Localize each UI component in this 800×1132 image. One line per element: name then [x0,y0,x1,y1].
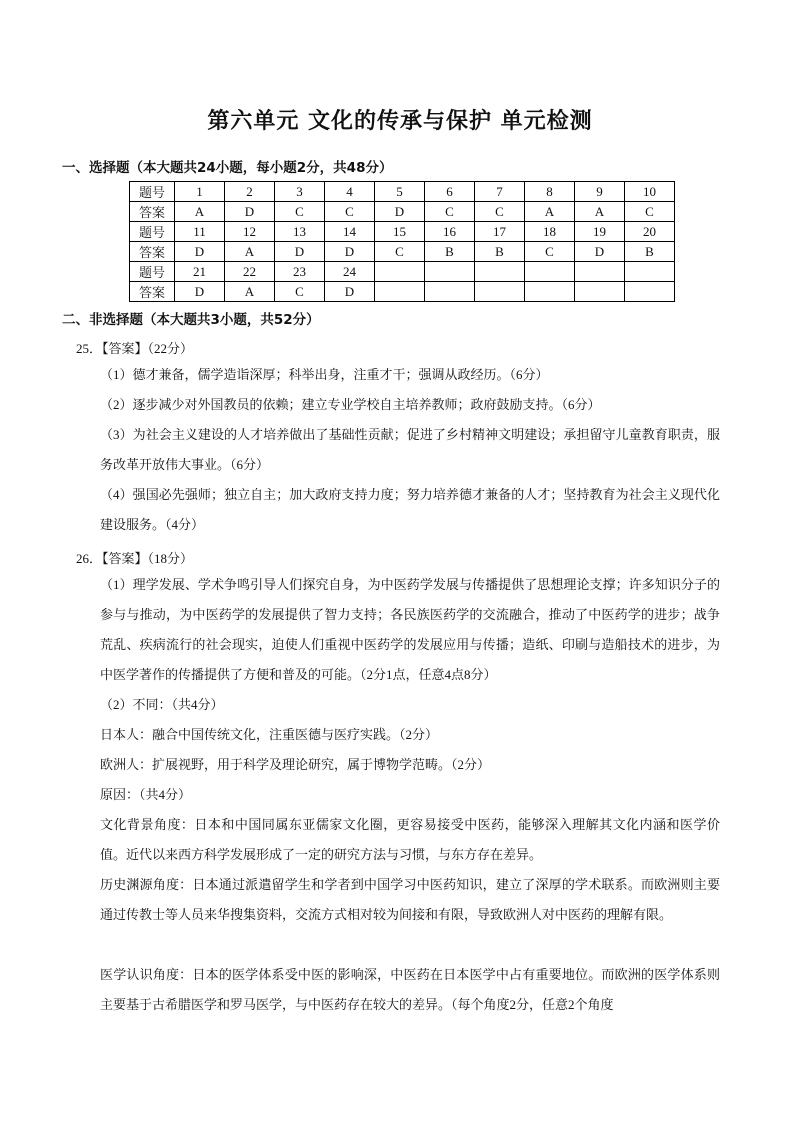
answer-table-cell: 12 [225,222,275,242]
section-nonchoice-heading: 二、非选择题（本大题共3小题，共52分） [62,312,320,328]
q25-heading: 25．【答案】（22分） [76,341,194,356]
answer-table [129,181,675,302]
answer-table-cell: B [425,242,475,262]
q26-japan: 日本人：融合中国传统文化，注重医德与医疗实践。（2分） [100,727,439,742]
answer-table-cell: 10 [625,182,675,202]
section-choice-heading: 一、选择题（本大题共24小题，每小题2分，共48分） [62,160,393,176]
answer-table-cell: 5 [375,182,425,202]
answer-table-cell: B [625,242,675,262]
answer-table-cell: 2 [225,182,275,202]
answer-table-cell [625,262,675,282]
answer-table-row [130,282,675,302]
q26-history-angle: 历史渊源角度：日本通过派遣留学生和学者到中国学习中医药知识，建立了深厚的学术联系。而欧洲则主要通过传教士等人员来华搜集资料，交流方式相对较为间接和有限，导致欧洲人对中医药的理解有限。 [100,877,720,922]
q26-medical-angle: 医学认识角度：日本的医学体系受中医的影响深，中医药在日本医学中占有重要地位。而欧洲的医学体系则主要基于古希腊医学和罗马医学，与中医药存在较大的差异。（每个角度2分，任意2个角度 [100,967,720,1012]
answer-table-cell: 14 [325,222,375,242]
answer-table-cell: 15 [375,222,425,242]
answer-table-cell: 8 [525,182,575,202]
answer-table-cell: 3 [275,182,325,202]
answer-table-cell: A [575,202,625,222]
answer-table-row [130,182,675,202]
answer-table-cell [375,262,425,282]
answer-table-cell: C [275,202,325,222]
answer-table-cell: A [525,202,575,222]
answer-table-row [130,242,675,262]
answer-table-cell [575,262,625,282]
answer-table-cell: D [325,242,375,262]
q26-reason-heading: 原因：（共4分） [100,787,192,802]
answer-table-row [130,222,675,242]
answer-table-cell: C [375,242,425,262]
page-title: 第六单元 文化的传承与保护 单元检测 [207,109,593,134]
q26-europe: 欧洲人：扩展视野，用于科学及理论研究，属于博物学范畴。（2分） [100,757,491,772]
answer-table-cell: A [225,242,275,262]
answer-table-cell: D [375,202,425,222]
q25-part3: （3）为社会主义建设的人才培养做出了基础性贡献；促进了乡村精神文明建设；承担留守儿童教育职责，服务改革开放伟大事业。（6分） [100,427,720,472]
q25-part1: （1）德才兼备，儒学造诣深厚；科举出身，注重才干；强调从政经历。（6分） [100,367,549,382]
q26-part1: （1）理学发展、学术争鸣引导人们探究自身，为中医药学发展与传播提供了思想理论支撑；许多知识分子的参与与推动，为中医药学的发展提供了智力支持；各民族医药学的交流融合，推动了中医药学的进步；战争荒乱、疾病流行的社会现实，迫使人们重视中医药学的发展应用与传播；造纸、印刷与造船技术的进步，为中医学著作的传播提供了方便和普及的可能。（2分1点，任意4点8分） [100,577,720,682]
answer-table-cell: C [625,202,675,222]
answer-table-cell: 22 [225,262,275,282]
answer-table-cell: 16 [425,222,475,242]
answer-table-cell: C [275,282,325,302]
answer-table-cell: 19 [575,222,625,242]
answer-table-cell: 20 [625,222,675,242]
q26-heading: 26．【答案】（18分） [76,551,194,566]
answer-table-row-label: 题号 [130,182,175,202]
answer-table-cell [475,282,525,302]
q26-part2: （2）不同：（共4分） [100,697,224,712]
answer-table-cell: 13 [275,222,325,242]
answer-table-cell: D [575,242,625,262]
answer-table-row-label: 题号 [130,262,175,282]
answer-table-cell [425,262,475,282]
answer-table-cell: 11 [175,222,225,242]
answer-table-cell: D [275,242,325,262]
answer-table-cell [525,262,575,282]
answer-table-row-label: 答案 [130,242,175,262]
answer-table-cell: C [475,202,525,222]
answer-table-row-label: 答案 [130,282,175,302]
answer-table-cell: C [425,202,475,222]
answer-table-cell: B [475,242,525,262]
answer-table-row-label: 题号 [130,222,175,242]
answer-table-cell: C [325,202,375,222]
answer-table-cell: 1 [175,182,225,202]
answer-table-cell: 7 [475,182,525,202]
answer-table-cell: D [175,242,225,262]
answer-table-cell: 4 [325,182,375,202]
answer-table-cell [475,262,525,282]
answer-table-cell: 21 [175,262,225,282]
answer-table-cell: 23 [275,262,325,282]
q25-part2: （2）逐步减少对外国教员的依赖；建立专业学校自主培养教师；政府鼓励支持。（6分） [100,397,601,412]
answer-table-cell [525,282,575,302]
answer-table-cell: 6 [425,182,475,202]
answer-table-row-label: 答案 [130,202,175,222]
answer-table-cell: 24 [325,262,375,282]
answer-table-cell [375,282,425,302]
answer-table-cell: 9 [575,182,625,202]
answer-table-cell [425,282,475,302]
answer-table-row [130,262,675,282]
answer-table-row [130,202,675,222]
q25-part4: （4）强国必先强师；独立自主；加大政府支持力度；努力培养德才兼备的人才；坚持教育为社会主义现代化建设服务。（4分） [100,487,720,532]
answer-table-cell [575,282,625,302]
q26-culture-angle: 文化背景角度：日本和中国同属东亚儒家文化圈，更容易接受中医药，能够深入理解其文化内涵和医学价值。近代以来西方科学发展形成了一定的研究方法与习惯，与东方存在差异。 [100,817,720,862]
answer-table-cell: D [225,202,275,222]
answer-table-cell: D [175,282,225,302]
answer-table-cell: A [175,202,225,222]
answer-table-cell: 18 [525,222,575,242]
answer-table-cell: C [525,242,575,262]
answer-table-cell: D [325,282,375,302]
answer-table-cell: 17 [475,222,525,242]
answer-table-cell: A [225,282,275,302]
answer-table-cell [625,282,675,302]
